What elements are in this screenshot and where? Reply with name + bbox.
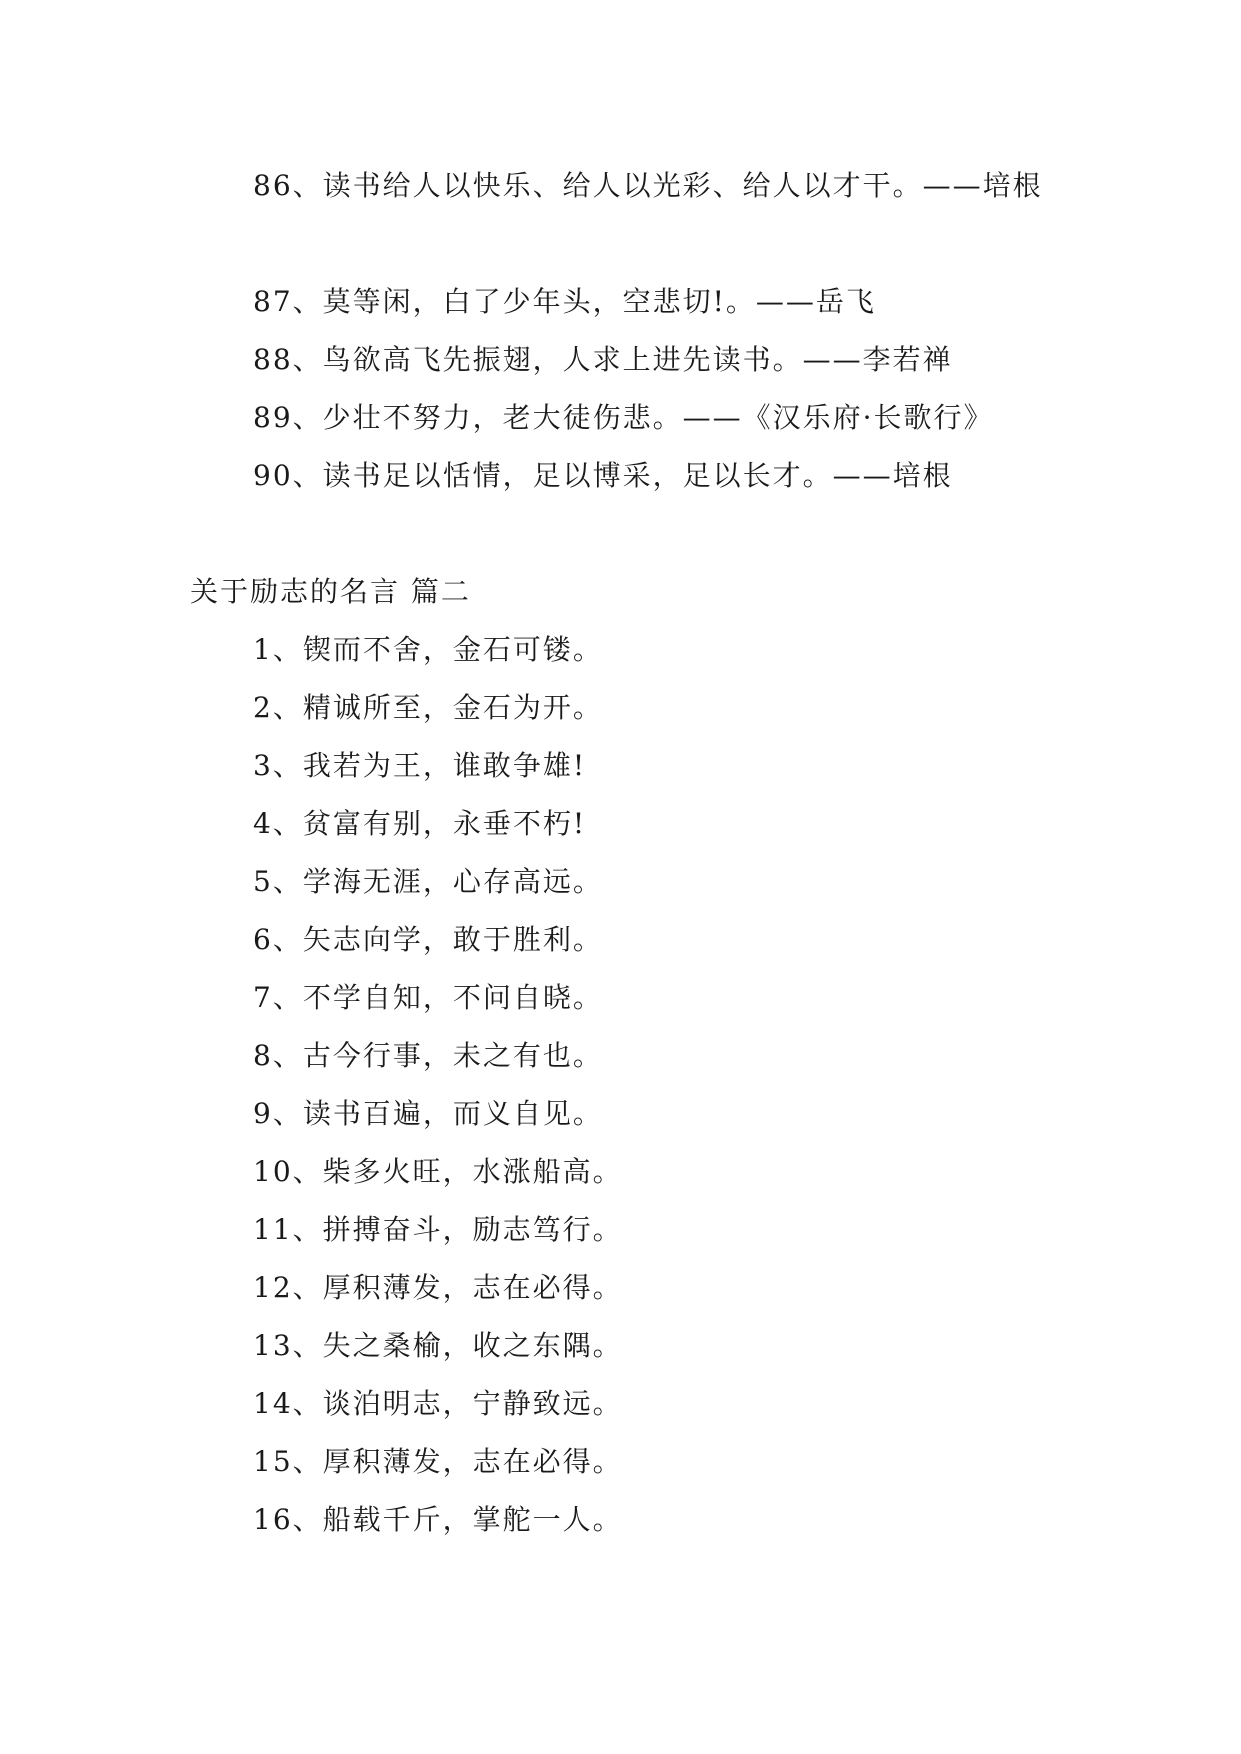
list-item: 3、我若为王，谁敢争雄! <box>253 749 587 782</box>
list-item: 1、锲而不舍，金石可镂。 <box>253 633 603 666</box>
list-item: 16、船载千斤，掌舵一人。 <box>253 1503 623 1536</box>
list-item: 14、谈泊明志，宁静致远。 <box>253 1387 623 1420</box>
list-item: 6、矢志向学，敢于胜利。 <box>253 923 603 956</box>
list-item: 11、拼搏奋斗，励志笃行。 <box>253 1213 623 1246</box>
list-item: 4、贫富有别，永垂不朽! <box>253 807 587 840</box>
list-item: 2、精诚所至，金石为开。 <box>253 691 603 724</box>
list-item: 10、柴多火旺，水涨船高。 <box>253 1155 623 1188</box>
quote-86: 86、读书给人以快乐、给人以光彩、给人以才干。——培根 <box>253 169 1043 202</box>
list-item: 7、不学自知，不问自晓。 <box>253 981 603 1014</box>
list-item: 13、失之桑榆，收之东隅。 <box>253 1329 623 1362</box>
quote-87: 87、莫等闲，白了少年头，空悲切!。——岳飞 <box>253 285 876 318</box>
quote-89: 89、少壮不努力，老大徒伤悲。——《汉乐府·长歌行》 <box>253 401 994 434</box>
quote-90: 90、读书足以恬情，足以博采，足以长才。——培根 <box>253 459 953 492</box>
list-item: 8、古今行事，未之有也。 <box>253 1039 603 1072</box>
section-title: 关于励志的名言 篇二 <box>190 575 471 608</box>
list-item: 9、读书百遍，而义自见。 <box>253 1097 603 1130</box>
quote-88: 88、鸟欲高飞先振翅，人求上进先读书。——李若禅 <box>253 343 953 376</box>
list-item: 5、学海无涯，心存高远。 <box>253 865 603 898</box>
list-item: 12、厚积薄发，志在必得。 <box>253 1271 623 1304</box>
list-item: 15、厚积薄发，志在必得。 <box>253 1445 623 1478</box>
